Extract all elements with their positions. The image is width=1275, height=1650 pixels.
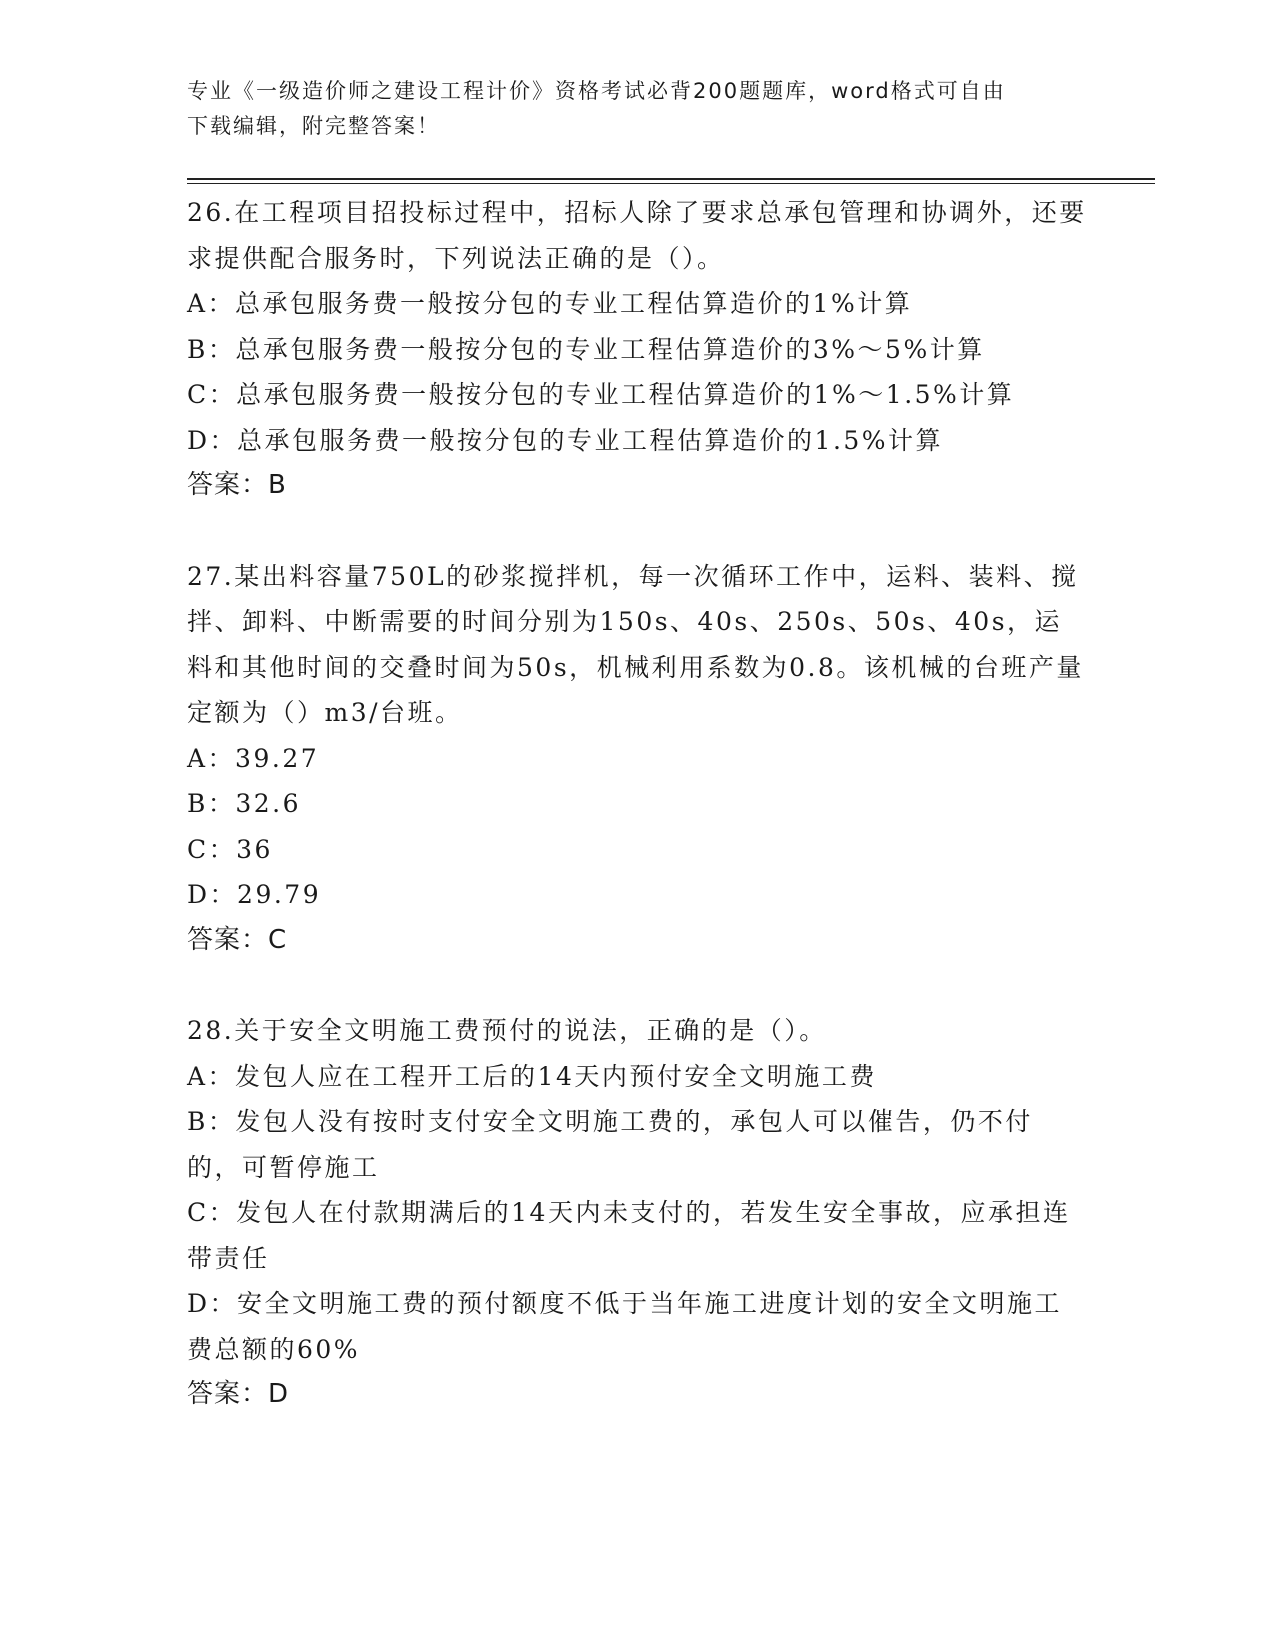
header-divider-thin xyxy=(187,183,1155,184)
question-28 xyxy=(187,1008,1087,1418)
option-c: C：36 xyxy=(187,834,273,864)
option-b: B：32.6 xyxy=(187,789,302,818)
answer-label: 答案：D xyxy=(187,1379,290,1409)
header-divider-thick xyxy=(187,178,1155,180)
option-d: D：总承包服务费一般按分包的专业工程估算造价的1.5%计算 xyxy=(187,425,944,455)
answer-label: 答案：B xyxy=(187,470,287,500)
option-d: D：安全文明施工费的预付额度不低于当年施工进度计划的安全文明施工费总额的60% xyxy=(187,1289,1063,1364)
header-line-1: 专业《一级造价师之建设工程计价》资格考试必背200题题库，word格式可自由 xyxy=(187,79,1006,103)
document-header xyxy=(187,74,1087,144)
question-text: 26.在工程项目招投标过程中，招标人除了要求总承包管理和协调外，还要求提供配合服务时，下列说法正确的是（）。 xyxy=(187,198,1087,273)
question-text: 27.某出料容量750L的砂浆搅拌机，每一次循环工作中，运料、装料、搅拌、卸料、中断需要的时间分别为150s、40s、250s、50s、40s，运料和其他时间的交叠时间为50s，机械利用系数为0.8。该机械的台班产量定额为（）m3/台班。 xyxy=(187,561,1084,727)
question-26 xyxy=(187,190,1087,509)
option-a: A：发包人应在工程开工后的14天内预付安全文明施工费 xyxy=(187,1061,877,1091)
answer-label: 答案：C xyxy=(187,924,288,955)
option-d: D：29.79 xyxy=(187,880,322,909)
option-b: B：总承包服务费一般按分包的专业工程估算造价的3%～5%计算 xyxy=(187,334,985,364)
option-c: C：总承包服务费一般按分包的专业工程估算造价的1%～1.5%计算 xyxy=(187,380,1015,409)
option-a: A：39.27 xyxy=(187,743,320,773)
question-list xyxy=(187,190,1087,1463)
option-b: B：发包人没有按时支付安全文明施工费的，承包人可以催告，仍不付的，可暂停施工 xyxy=(187,1107,1033,1182)
header-line-2: 下载编辑，附完整答案！ xyxy=(187,114,440,138)
option-c: C：发包人在付款期满后的14天内未支付的，若发生安全事故，应承担连带责任 xyxy=(187,1198,1071,1273)
option-a: A：总承包服务费一般按分包的专业工程估算造价的1%计算 xyxy=(187,289,913,318)
question-27 xyxy=(187,554,1087,964)
question-text: 28.关于安全文明施工费预付的说法，正确的是（）。 xyxy=(187,1016,827,1045)
